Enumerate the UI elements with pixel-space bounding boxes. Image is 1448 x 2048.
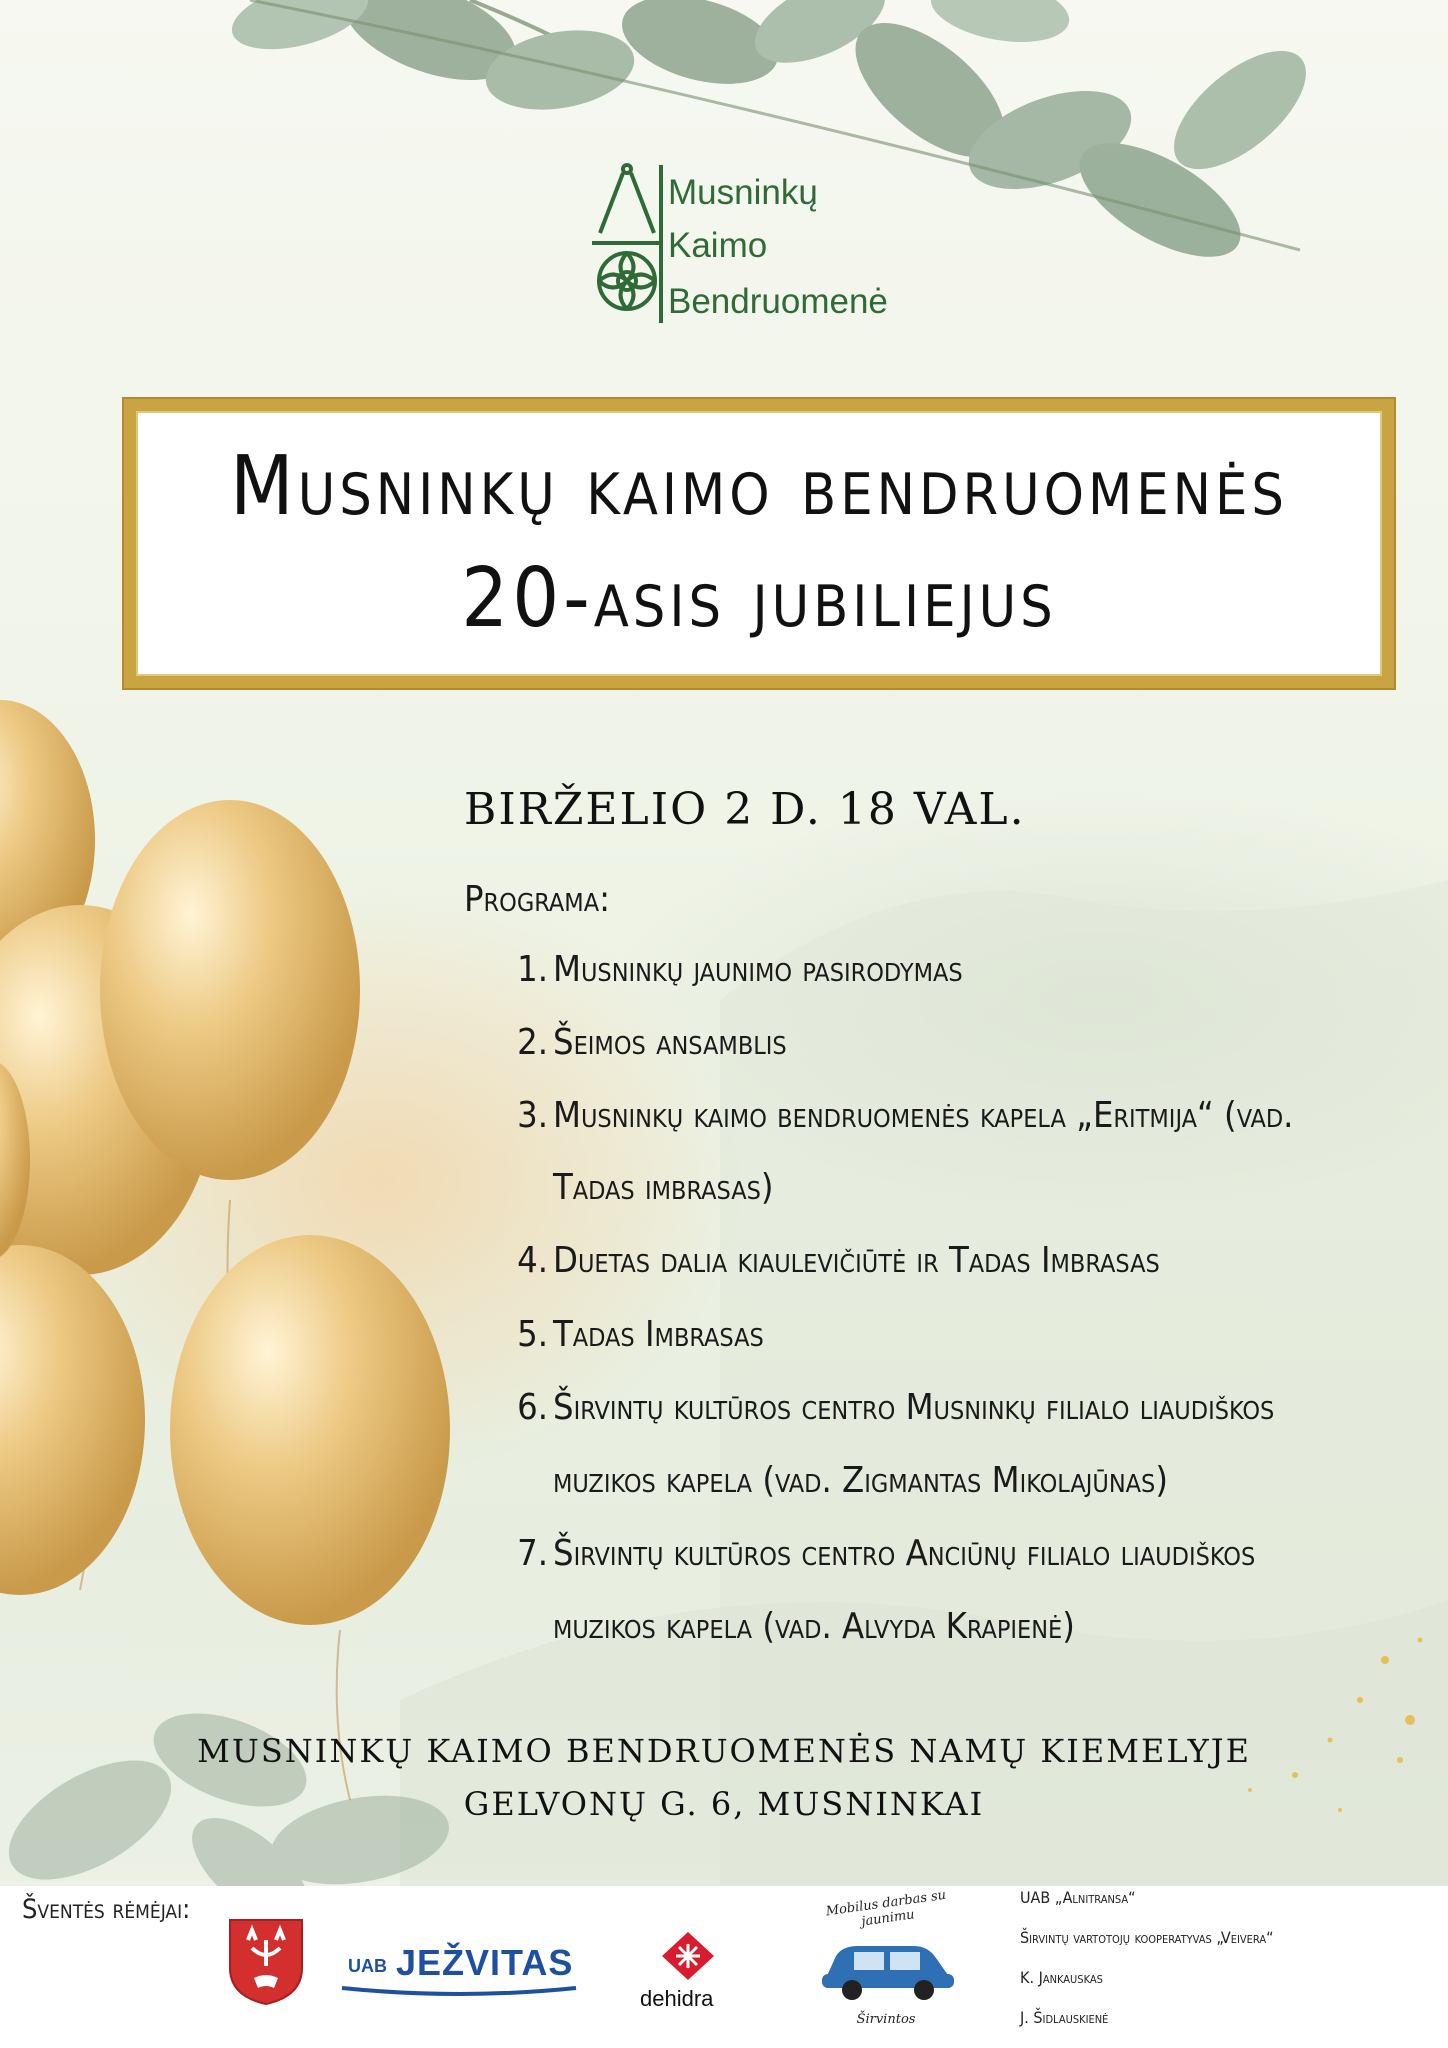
program-item-text: muzikos kapela (vad. Alvyda Krapienė): [553, 1606, 1075, 1647]
sponsor-text-item: Širvintų vartotojų kooperatyvas „Veivera“: [1020, 1928, 1274, 1947]
program-item-text: Širvintų kultūros centro Musninkų filialo liaudiškos: [553, 1387, 1275, 1428]
mobile-logo-top-text: Mobilus darbas su jaunimu: [824, 1887, 947, 1930]
sponsor-text-item: UAB „Alnitransa“: [1020, 1888, 1136, 1907]
title-line2: 20-asis jubiliejus: [461, 551, 1057, 646]
logo-text-line3: Bendruomenė: [668, 282, 888, 321]
program-item-text: Tadas Imbrasas: [553, 1314, 764, 1355]
program-item-text: Musninkų jaunimo pasirodymas: [553, 949, 963, 990]
jezvitas-name: JEŽVITAS: [396, 1942, 574, 1983]
sponsors-label: Šventės rėmėjai:: [22, 1894, 191, 1925]
program-item-text: Duetas dalia kiaulevičiūtė ir Tadas Imbrasas: [553, 1240, 1160, 1281]
sponsor-text-item: K. Jankauskas: [1020, 1968, 1103, 1987]
program-item-number: 5.: [517, 1314, 548, 1355]
mobile-logo-bottom-text: Širvintos: [856, 2012, 916, 2027]
program-item-text: Musninkų kaimo bendruomenės kapela „Eritmija“ (vad.: [553, 1095, 1294, 1136]
program-item-number: 3.: [517, 1095, 548, 1136]
jezvitas-prefix: UAB: [348, 1956, 387, 1976]
title-line1: Musninkų kaimo bendruomenės: [230, 439, 1288, 534]
program-item-text: Tadas imbrasas): [553, 1167, 774, 1208]
jezvitas-underline-icon: [340, 1984, 578, 2002]
sponsor-text-item: J. Šidlauskienė: [1020, 2008, 1109, 2027]
program-item-number: 1.: [517, 949, 548, 990]
car-icon: [818, 1930, 958, 2002]
event-date: BIRŽELIO 2 D. 18 VAL.: [464, 784, 1026, 835]
jezvitas-logo: [340, 1938, 578, 1998]
logo-text-line2: Kaimo: [668, 226, 768, 265]
program-heading: Programa:: [464, 879, 610, 920]
sponsors-footer: [0, 1886, 1448, 2048]
venue-line2: GELVONŲ G. 6, MUSNINKAI: [463, 1785, 985, 1823]
program-item-text: Širvintų kultūros centro Anciūnų filialo liaudiškos: [553, 1533, 1256, 1574]
program-item-number: 7.: [517, 1533, 548, 1574]
program-item-number: 6.: [517, 1387, 548, 1428]
coat-of-arms-icon: [228, 1918, 304, 2006]
program-item-text: muzikos kapela (vad. Zigmantas Mikolajūnas): [553, 1460, 1168, 1501]
venue-line1: MUSNINKŲ KAIMO BENDRUOMENĖS NAMŲ KIEMELYJE: [197, 1732, 1251, 1770]
dehidra-logo-icon: [660, 1930, 716, 1982]
logo-text-line1: Musninkų: [668, 173, 818, 212]
dehidra-name: dehidra: [640, 1986, 714, 2011]
program-item-number: 4.: [517, 1240, 548, 1281]
program-item-text: Šeimos ansamblis: [553, 1022, 787, 1063]
mobile-youth-work-logo: [806, 1886, 966, 2042]
program-item-number: 2.: [517, 1022, 548, 1063]
